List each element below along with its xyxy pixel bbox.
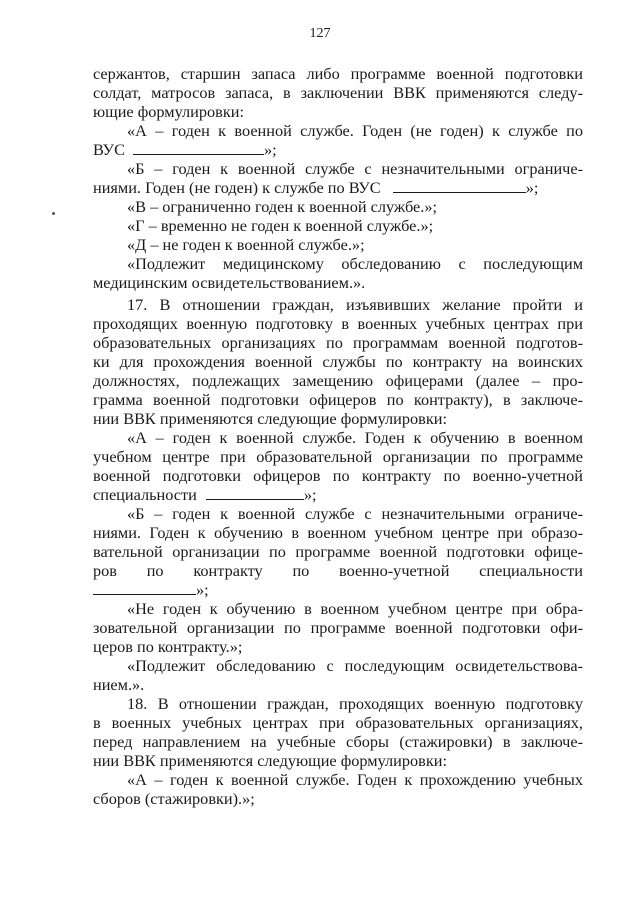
quote-close: »;: [525, 178, 539, 197]
word: по: [146, 561, 164, 580]
quote-line: нием.».: [93, 675, 145, 694]
text-line: солдат, матросов запаса, в заключении ВВК применяются следу-: [93, 83, 583, 102]
paragraph-line: нии ВВК применяются следующие формулировки:: [93, 409, 447, 428]
document-body: [93, 64, 583, 808]
page-number: 127: [309, 26, 331, 41]
paragraph-line: образовательных организациях по программам военной подготов-: [93, 333, 583, 352]
paragraph-line: проходящих военную подготовку в военных учебных центрах при: [93, 314, 583, 333]
paragraph-line: должностях, подлежащих замещению офицерами (далее – про-: [93, 371, 583, 390]
blank-field: [93, 581, 196, 595]
paragraph-line: 18. В отношении граждан, проходящих военную подготовку: [127, 694, 583, 713]
blank-field: [206, 486, 304, 500]
quote-line: [93, 178, 583, 197]
paragraph-line: грамма военной подготовки офицеров по контракту), в заключе-: [93, 390, 583, 409]
quote-line: учебном центре при образовательной организации по программе: [93, 447, 583, 466]
scan-speck: [52, 212, 55, 215]
quote-line: «Б – годен к военной службе с незначительными ограниче-: [127, 504, 583, 523]
text-segment: специальности: [93, 485, 197, 504]
quote-close: »;: [196, 580, 209, 599]
quote-line: «Подлежит медицинскому обследованию с последующим: [127, 254, 583, 273]
blank-field: [393, 179, 526, 193]
paragraph-line: нии ВВК применяются следующие формулировки:: [93, 751, 447, 770]
quote-line: зовательной организации по программе военной подготовки офи-: [93, 618, 583, 637]
quote-close: »;: [303, 485, 317, 504]
paragraph-line: в военных учебных центрах при образовательных организациях,: [93, 713, 583, 732]
word: военно-учетной: [339, 561, 450, 580]
quote-line: «Г – временно не годен к военной службе.»;: [127, 216, 434, 235]
quote-line: [93, 485, 583, 504]
quote-line: «А – годен к военной службе. Годен (не годен) к службе по: [127, 121, 583, 140]
paragraph-line: 17. В отношении граждан, изъявивших желание пройти и: [127, 295, 583, 314]
paragraph-line: ки для прохождения военной службы по контракту на воинских: [93, 352, 583, 371]
quote-line: ниями. Годен к обучению в военном учебном центре при образо-: [93, 523, 583, 542]
word: контракту: [193, 561, 263, 580]
quote-line: «Б – годен к военной службе с незначительными ограниче-: [127, 159, 583, 178]
text-line: ющие формулировки:: [93, 102, 244, 121]
blank-field: [133, 141, 264, 155]
quote-line: [93, 580, 583, 599]
quote-line: сборов (стажировки).»;: [93, 789, 255, 808]
quote-line: военной подготовки офицеров по контракту по военно-учетной: [93, 466, 583, 485]
word: ров: [93, 561, 117, 580]
text-segment: ниями. Годен (не годен) к службе по ВУС: [93, 178, 381, 197]
text-line: сержантов, старшин запаса либо программе военной подготовки: [93, 64, 583, 83]
quote-line: вательной организации по программе военной подготовки офице-: [93, 542, 583, 561]
word: специальности: [479, 561, 583, 580]
quote-line: медицинским освидетельствованием.».: [93, 273, 366, 292]
vus-label: ВУС: [93, 140, 125, 159]
quote-line: «Д – не годен к военной службе.»;: [127, 235, 365, 254]
quote-line: «А – годен к военной службе. Годен к прохождению учебных: [127, 770, 583, 789]
quote-line: «А – годен к военной службе. Годен к обучению в военном: [127, 428, 583, 447]
quote-line: [93, 140, 583, 159]
quote-line: «Не годен к обучению в военном учебном центре при обра-: [127, 599, 583, 618]
quote-line: церов по контракту.»;: [93, 637, 243, 656]
quote-line: «В – ограниченно годен к военной службе.»;: [127, 197, 437, 216]
quote-close: »;: [264, 140, 277, 159]
quote-line: «Подлежит обследованию с последующим освидетельствова-: [127, 656, 583, 675]
paragraph-line: перед направлением на учебные сборы (стажировки) в заключе-: [93, 732, 583, 751]
quote-line: [93, 561, 583, 580]
word: по: [292, 561, 310, 580]
